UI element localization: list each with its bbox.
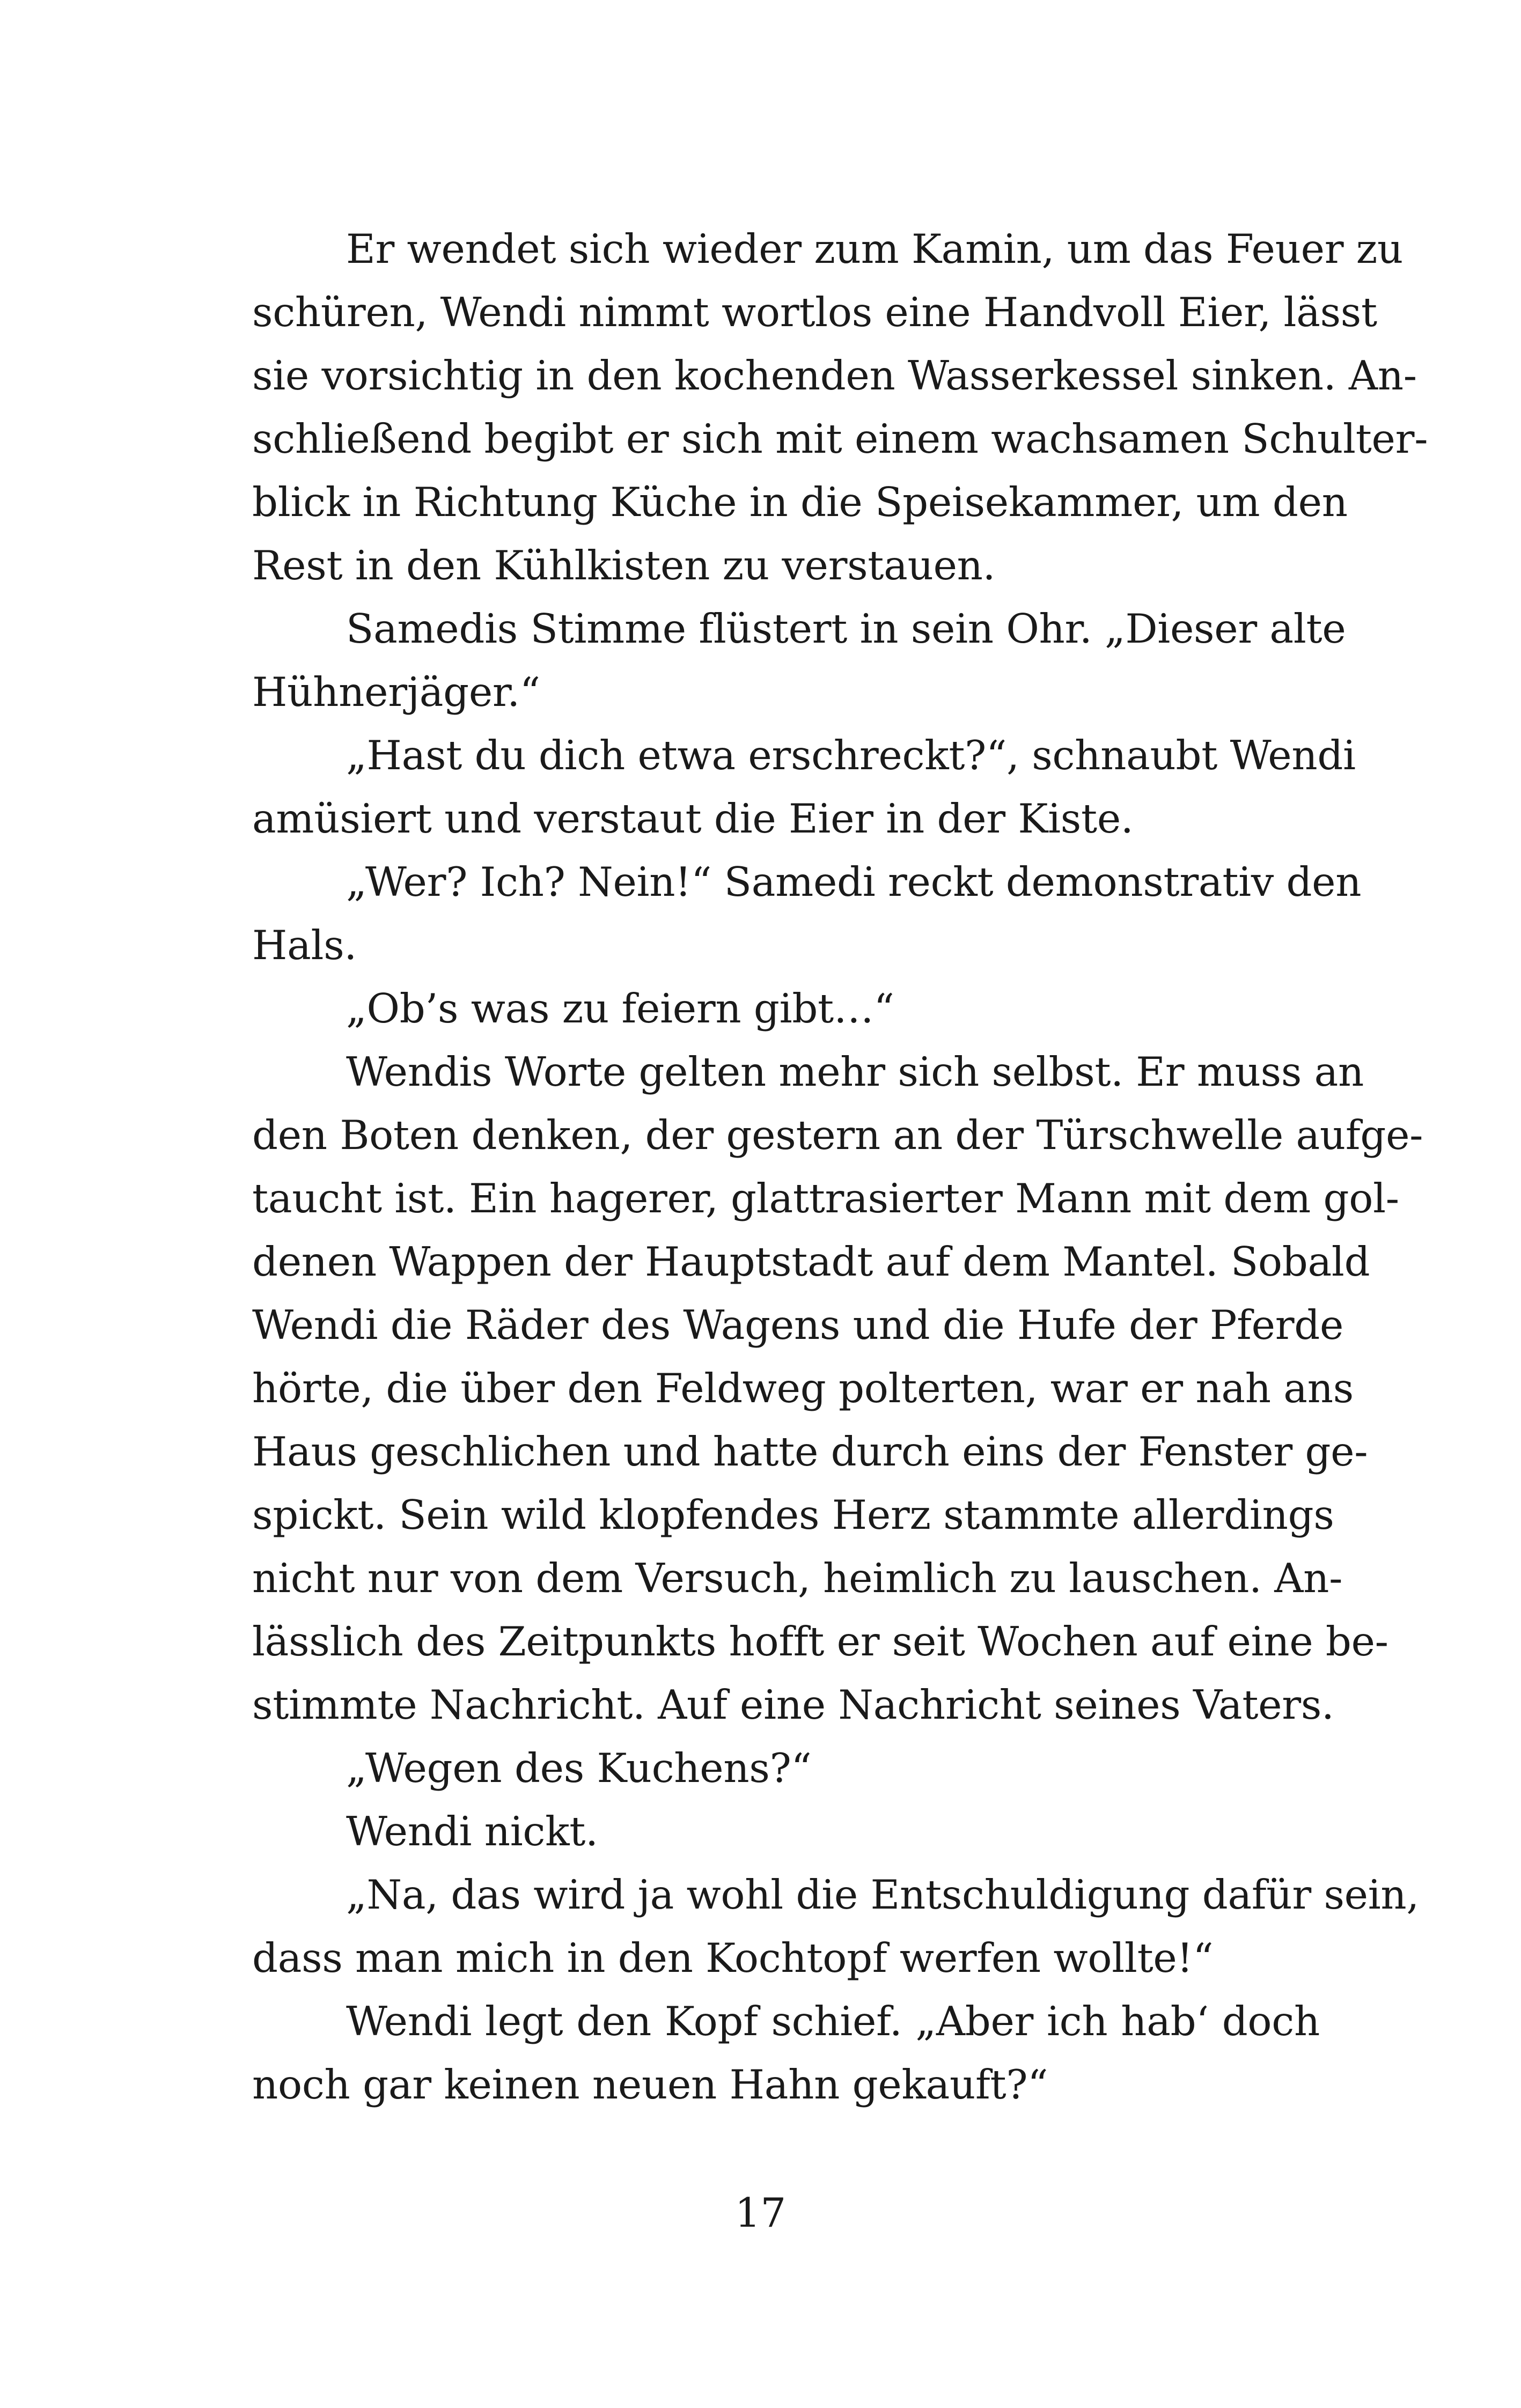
text-line: Hals. (252, 922, 357, 969)
text-line: dass man mich in den Kochtopf werfen wollte!“ (252, 1934, 1214, 1982)
text-line: Wendi nickt. (346, 1808, 598, 1855)
text-line: spickt. Sein wild klopfendes Herz stammte allerdings (252, 1491, 1334, 1538)
text-line: noch gar keinen neuen Hahn gekauft?“ (252, 2061, 1048, 2108)
text-line: amüsiert und verstaut die Eier in der Kiste. (252, 795, 1134, 842)
text-line: Haus geschlichen und hatte durch eins der Fenster ge- (252, 1428, 1368, 1475)
text-line: Rest in den Kühlkisten zu verstauen. (252, 542, 996, 589)
text-line: denen Wappen der Hauptstadt auf dem Mantel. Sobald (252, 1238, 1370, 1285)
text-line: hörte, die über den Feldweg polterten, war er nah ans (252, 1365, 1354, 1412)
text-line: Hühnerjäger.“ (252, 668, 540, 716)
text-line: schließend begibt er sich mit einem wachsamen Schulter- (252, 415, 1428, 462)
text-line: „Wegen des Kuchens?“ (346, 1744, 812, 1792)
body-text (252, 217, 1428, 2116)
text-line: „Wer? Ich? Nein!“ Samedi reckt demonstrativ den (346, 858, 1362, 905)
text-line: „Hast du dich etwa erschreckt?“, schnaubt Wendi (346, 732, 1356, 779)
text-line: schüren, Wendi nimmt wortlos eine Handvoll Eier, lässt (252, 289, 1377, 336)
text-line: Wendi die Räder des Wagens und die Hufe der Pferde (252, 1301, 1344, 1349)
text-line: „Ob’s was zu feiern gibt…“ (346, 985, 894, 1032)
text-line: Samedis Stimme flüstert in sein Ohr. „Dieser alte (346, 605, 1346, 652)
text-line: stimmte Nachricht. Auf eine Nachricht seines Vaters. (252, 1681, 1334, 1728)
text-line: Er wendet sich wieder zum Kamin, um das Feuer zu (346, 225, 1404, 273)
text-line: nicht nur von dem Versuch, heimlich zu lauschen. An- (252, 1555, 1343, 1602)
page-number: 17 (734, 2189, 787, 2236)
text-line: „Na, das wird ja wohl die Entschuldigung dafür sein, (346, 1871, 1419, 1918)
text-line: sie vorsichtig in den kochenden Wasserkessel sinken. An- (252, 352, 1417, 399)
text-line: Wendi legt den Kopf schief. „Aber ich hab‘ doch (346, 1998, 1320, 2045)
text-line: den Boten denken, der gestern an der Türschwelle aufge- (252, 1111, 1423, 1159)
text-line: lässlich des Zeitpunkts hofft er seit Wochen auf eine be- (252, 1618, 1388, 1665)
text-line: Wendis Worte gelten mehr sich selbst. Er muss an (346, 1048, 1364, 1095)
text-line: blick in Richtung Küche in die Speisekammer, um den (252, 478, 1348, 526)
text-line: taucht ist. Ein hagerer, glattrasierter Mann mit dem gol- (252, 1175, 1399, 1222)
